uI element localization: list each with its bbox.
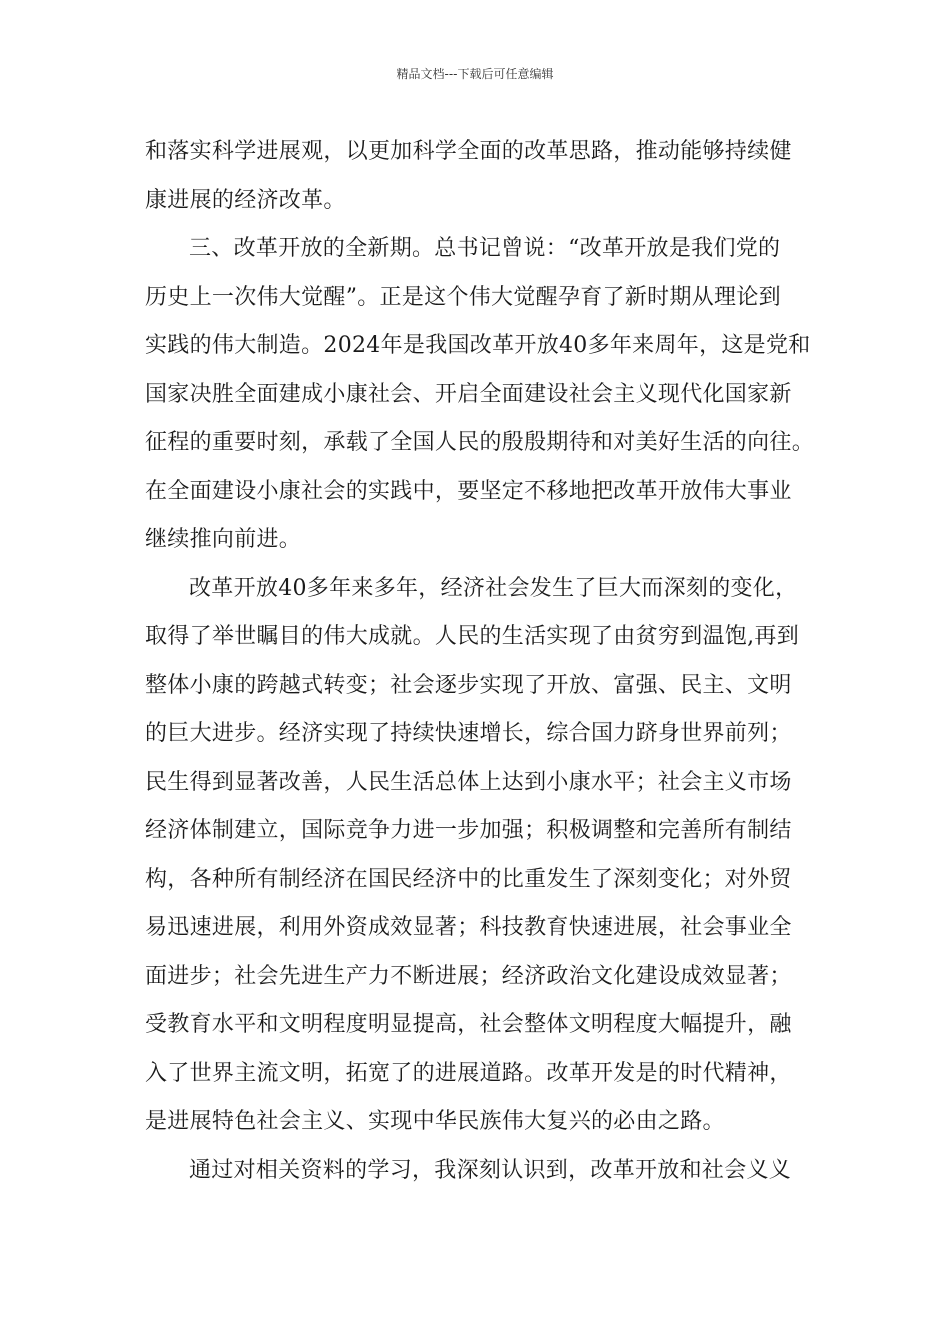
text-line: 继续推向前进。 xyxy=(145,527,302,552)
text-line: 征程的重要时刻，承载了全国人民的殷殷期待和对美好生活的向往。 xyxy=(145,430,815,455)
document-body xyxy=(145,128,825,1195)
text-line: 通过对相关资料的学习，我深刻认识到，改革开放和社会义义 xyxy=(189,1157,792,1183)
text-line: 受教育水平和文明程度明显提高，社会整体文明程度大幅提升，融 xyxy=(145,1012,792,1037)
text-line: 三、改革开放的全新期。总书记曾说：“改革开放是我们党的 xyxy=(189,236,781,261)
text-line: 取得了举世瞩目的伟大成就。人民的生活实现了由贫穷到温饱,再到 xyxy=(145,624,799,649)
text-line: 经济体制建立，国际竞争力进一步加强；积极调整和完善所有制结 xyxy=(145,818,792,843)
text-line: 历史上一次伟大觉醒”。正是这个伟大觉醒孕育了新时期从理论到 xyxy=(145,284,781,310)
text-line: 国家决胜全面建成小康社会、开启全面建设社会主义现代化国家新 xyxy=(145,381,792,407)
text-line: 实践的伟大制造。2024年是我国改革开放40多年来周年，这是党和 xyxy=(145,333,811,358)
text-line: 的巨大进步。经济实现了持续快速增长，综合国力跻身世界前列； xyxy=(145,721,792,746)
text-line: 康进展的经济改革。 xyxy=(145,187,346,213)
text-line: 面进步；社会先进生产力不断进展；经济政治文化建设成效显著； xyxy=(145,963,792,989)
text-line: 入了世界主流文明，拓宽了的进展道路。改革开发是的时代精神， xyxy=(145,1060,792,1086)
text-line: 民生得到显著改善，人民生活总体上达到小康水平；社会主义市场 xyxy=(145,769,792,795)
text-line: 整体小康的跨越式转变；社会逐步实现了开放、富强、民主、文明 xyxy=(145,672,792,698)
text-line: 构，各种所有制经济在国民经济中的比重发生了深刻变化；对外贸 xyxy=(145,866,792,892)
text-line: 和落实科学进展观，以更加科学全面的改革思路，推动能够持续健 xyxy=(145,139,792,164)
text-line: 改革开放40多年来多年，经济社会发生了巨大而深刻的变化， xyxy=(189,575,798,601)
text-line: 是进展特色社会主义、实现中华民族伟大复兴的必由之路。 xyxy=(145,1109,725,1134)
text-line: 在全面建设小康社会的实践中，要坚定不移地把改革开放伟大事业 xyxy=(145,478,792,504)
text-line: 易迅速进展，利用外资成效显著；科技教育快速进展，社会事业全 xyxy=(145,915,792,940)
page-header: 精品文档---下载后可任意编辑 xyxy=(396,67,554,81)
